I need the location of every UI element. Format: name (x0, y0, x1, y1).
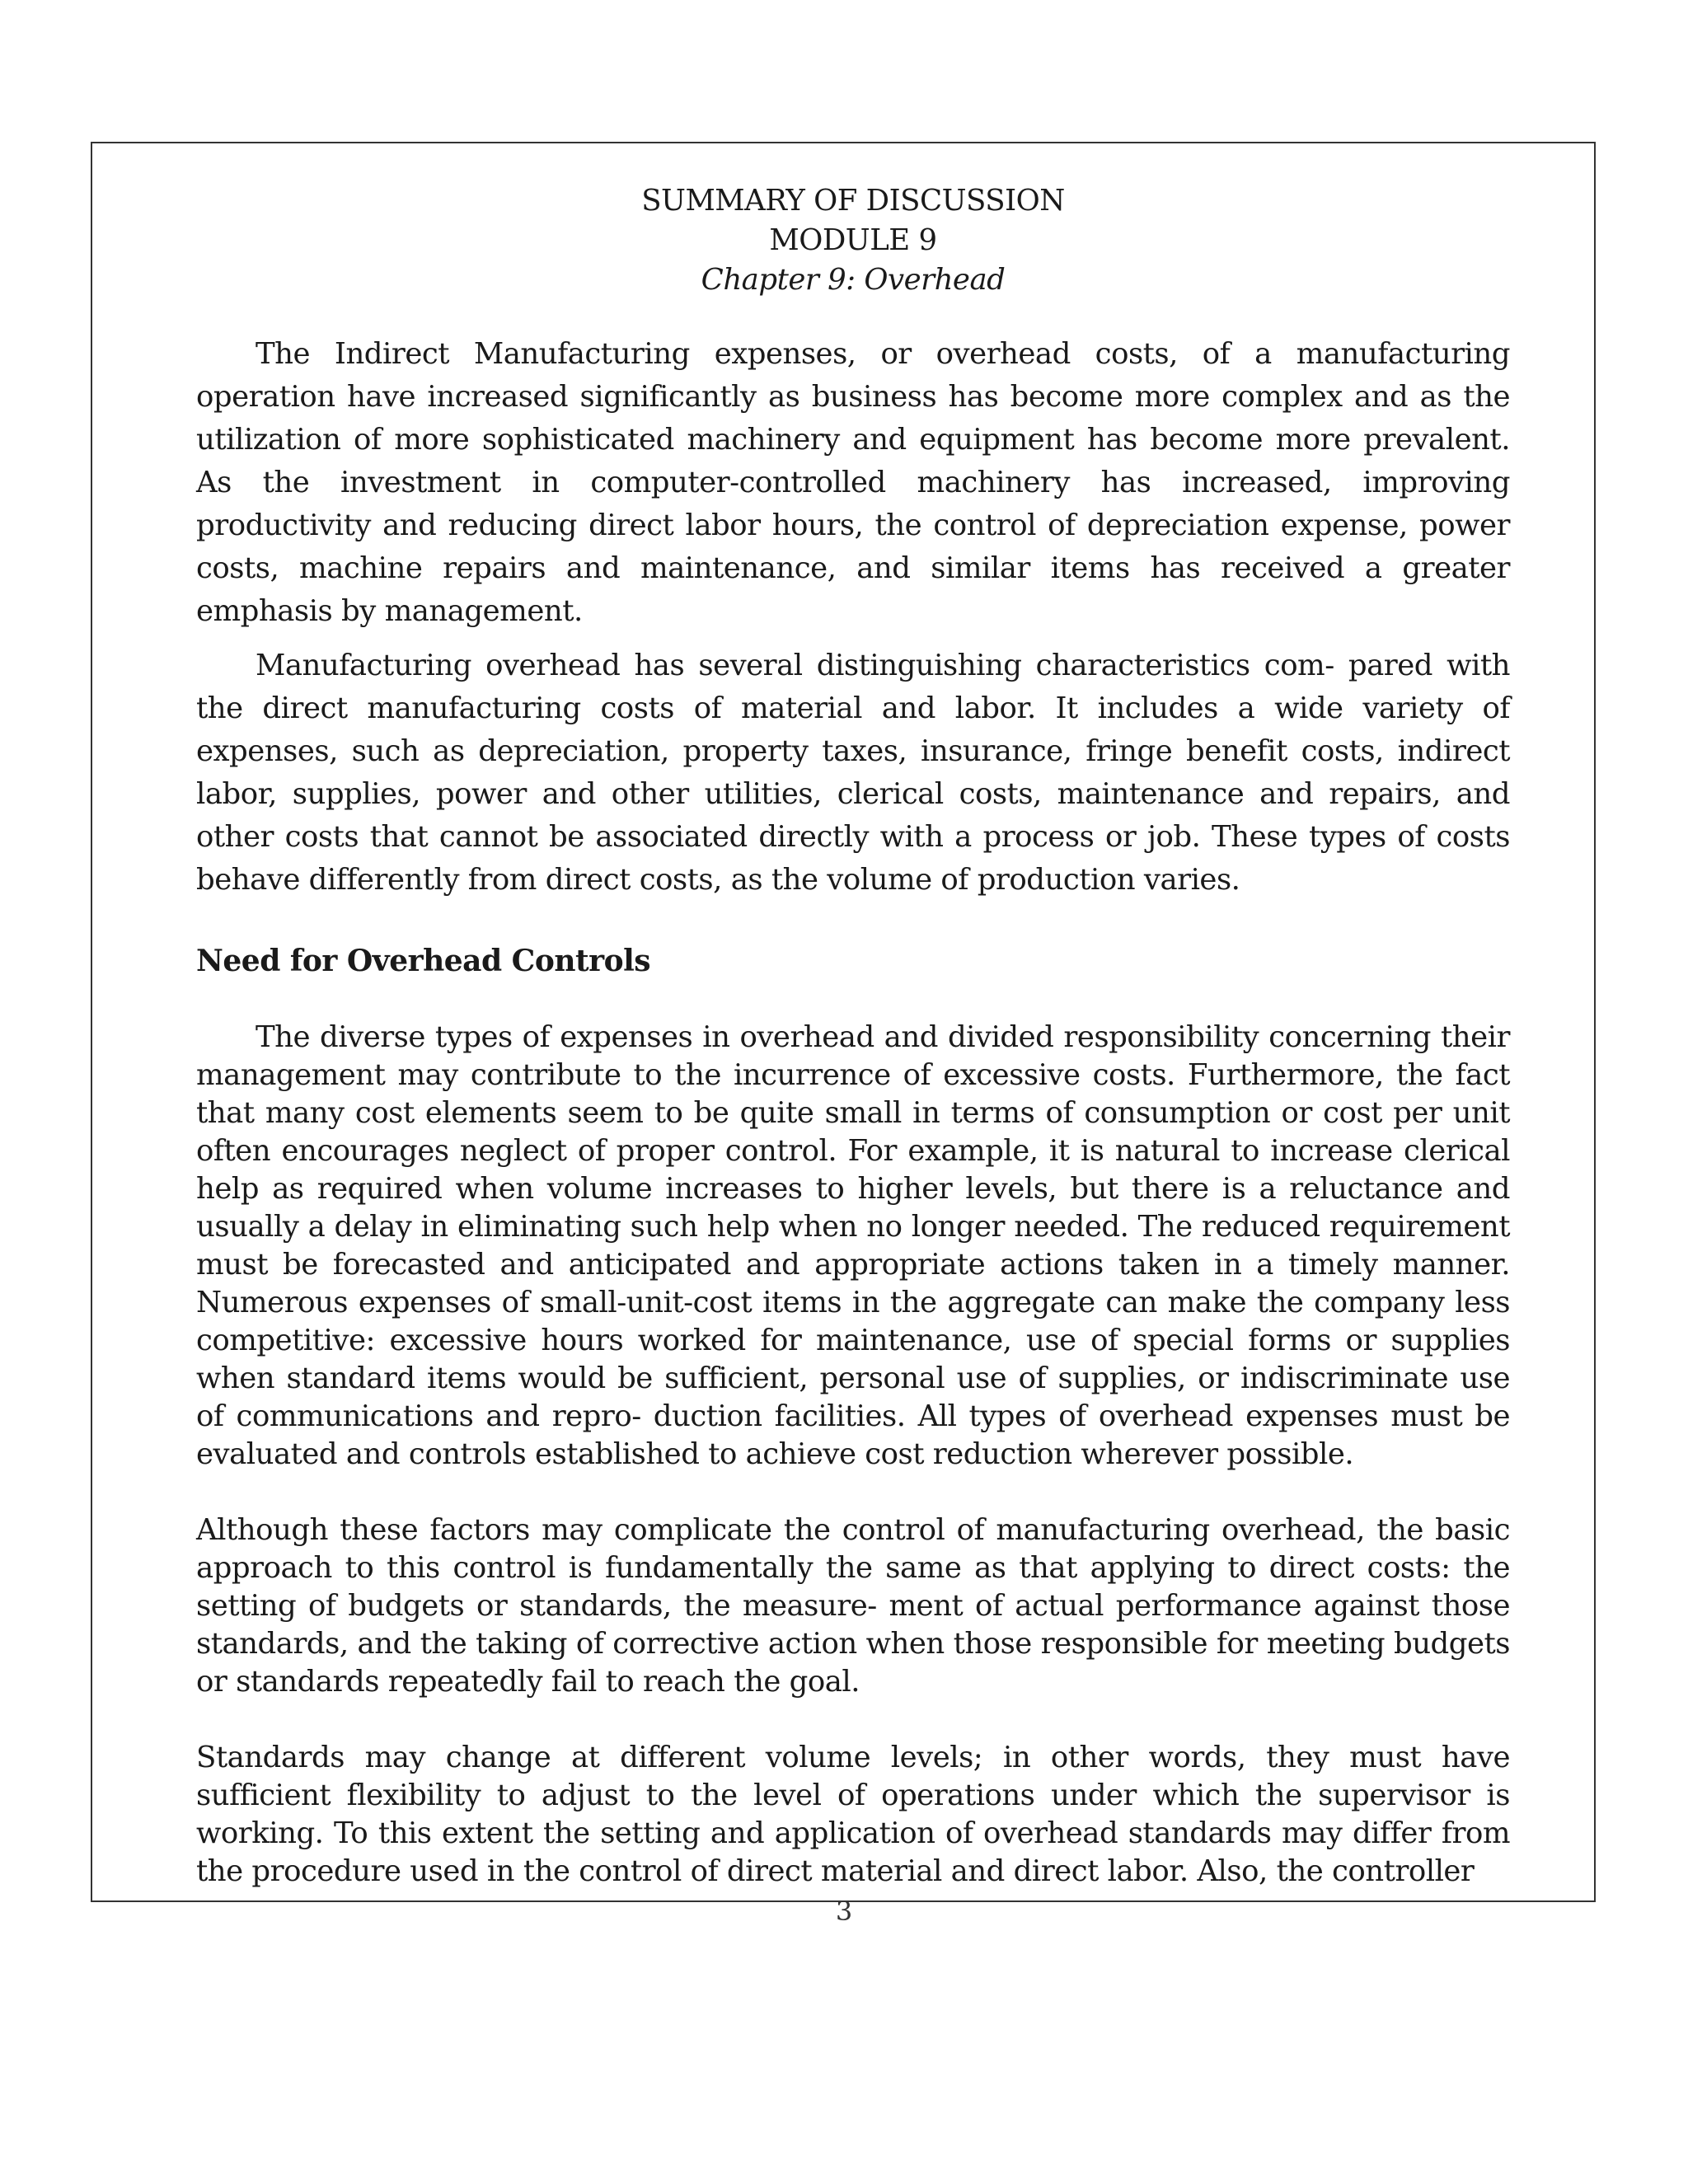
document-heading (196, 181, 1510, 300)
module-label: MODULE 9 (769, 223, 937, 257)
page-number: 3 (835, 1896, 853, 1927)
paragraph-characteristics: Manufacturing overhead has several distinguishing characteristics com- pared with the direct manufacturing costs of material and labor. It includes a wide variety of expenses, such as depreciation, property taxes, insurance, fringe benefit costs, indirect labor, supplies, power and other utilities, clerical costs, maintenance and repairs, and other costs that cannot be associated directly with a process or job. These types of costs behave differently from direct costs, as the volume of production varies. (196, 649, 1510, 897)
paragraph-diverse-expenses: The diverse types of expenses in overhead and divided responsibility concerning their management may contribute to the incurrence of excessive costs. Furthermore, the fact that many cost elements seem to be quite small in terms of consumption or cost per unit often encourages neglect of proper control. For example, it is natural to increase clerical help as required when volume increases to higher levels, but there is a reluctance and usually a delay in eliminating such help when no longer needed. The reduced requirement must be forecasted and anticipated and appropriate actions taken in a timely manner. Numerous expenses of small-unit-cost items in the aggregate can make the company less competitive: excessive hours worked for maintenance, use of special forms or supplies when standard items would be sufficient, personal use of supplies, or indiscriminate use of communications and repro- duction facilities. All types of overhead expenses must be evaluated and controls established to achieve cost reduction wherever possible. (196, 1020, 1510, 1471)
paragraph-standards: Standards may change at different volume levels; in other words, they must have sufficient flexibility to adjust to the level of operations under which the supervisor is working. To this extent the setting and application of overhead standards may differ from the procedure used in the control of direct material and direct labor. Also, the controller (196, 1741, 1510, 1888)
section-body (196, 1019, 1510, 1891)
document-body (196, 181, 1510, 1902)
document-title: SUMMARY OF DISCUSSION (641, 184, 1065, 218)
section-heading: Need for Overhead Controls (196, 944, 651, 978)
paragraph-basic-approach: Although these factors may complicate the control of manufacturing overhead, the basic approach to this control is fundamentally the same as that applying to direct costs: the setting of budgets or standards, the measure- ment of actual performance against those standards, and the taking of corrective action when those responsible for meeting budgets or standards repeatedly fail to reach the goal. (196, 1513, 1510, 1699)
chapter-title: Chapter 9: Overhead (701, 263, 1006, 297)
paragraph-intro: The Indirect Manufacturing expenses, or overhead costs, of a manufacturing operation have increased significantly as business has become more complex and as the utilization of more sophisticated machinery and equipment has become more prevalent. As the investment in computer-controlled machinery has increased, improving productivity and reducing direct labor hours, the control of depreciation expense, power costs, machine repairs and maintenance, and similar items has received a greater emphasis by management. (196, 337, 1510, 628)
